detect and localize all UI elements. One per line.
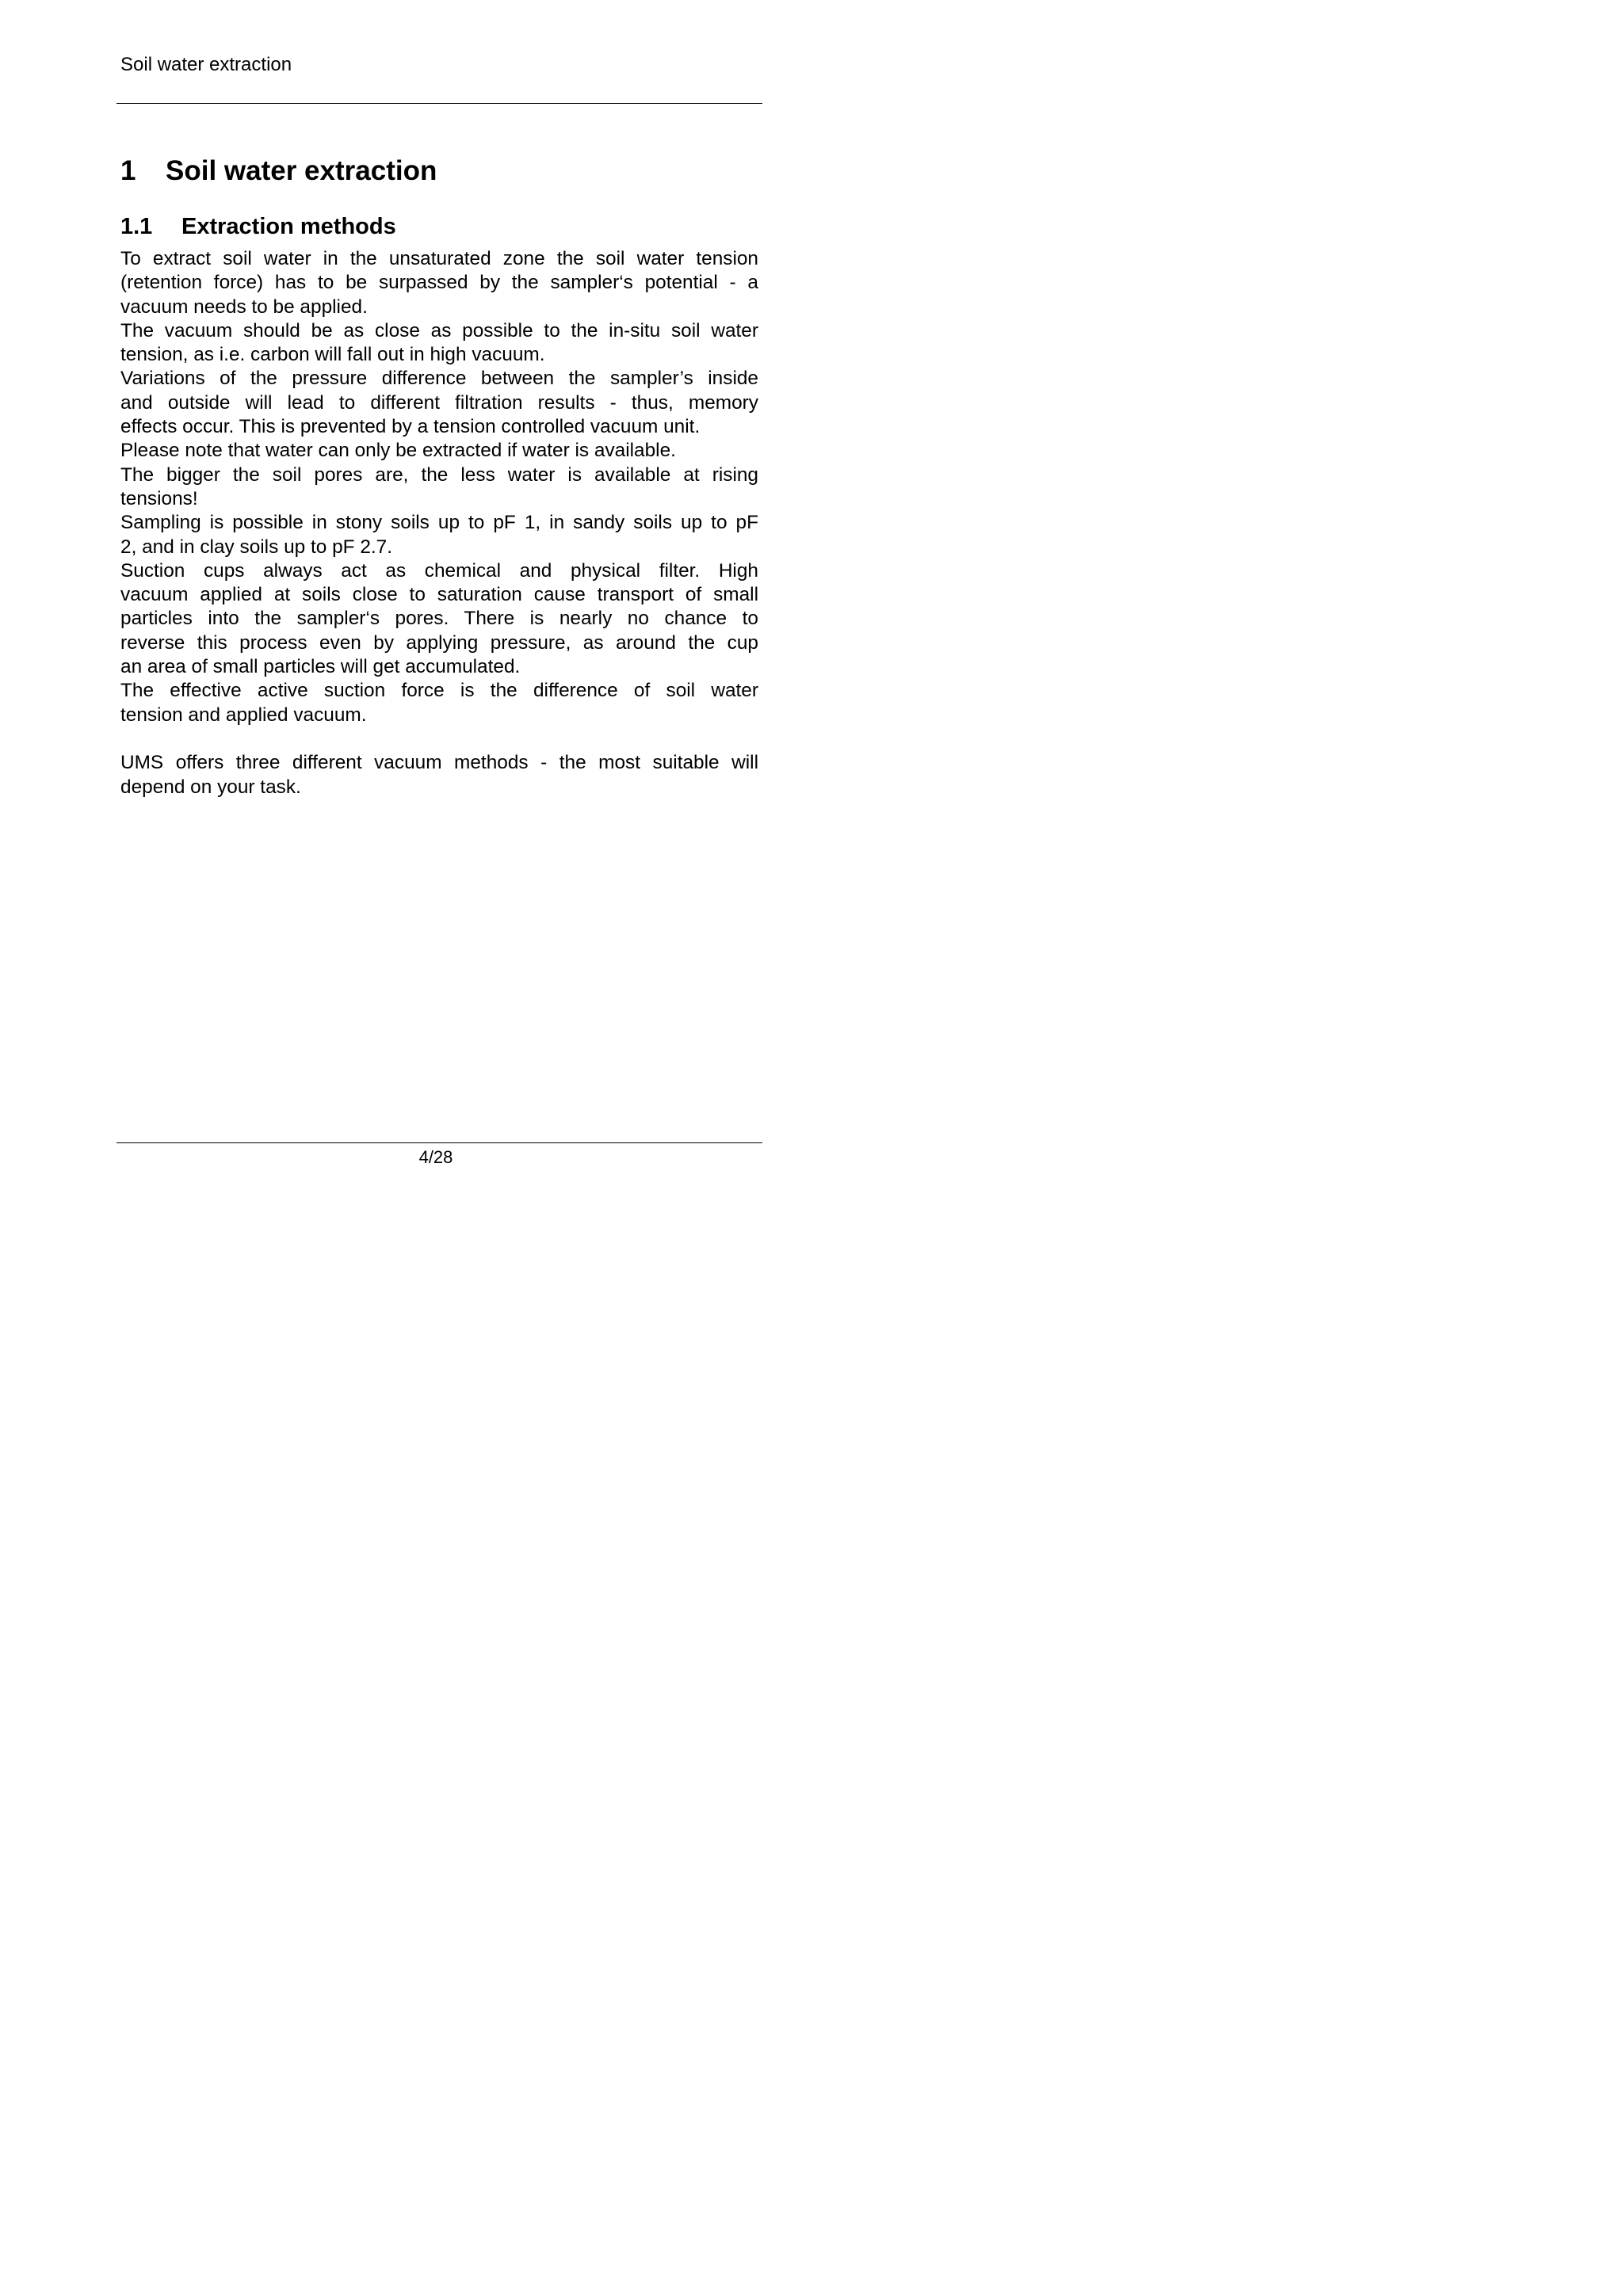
running-header: Soil water extraction: [120, 54, 292, 75]
text-line: tension, as i.e. carbon will fall out in high vacuum.: [120, 344, 545, 366]
section-heading: [120, 152, 437, 190]
header-divider: [116, 103, 762, 104]
text-line: tensions!: [120, 487, 198, 509]
text-line: Please note that water can only be extracted if water is available.: [120, 440, 676, 462]
text-line: vacuum needs to be applied.: [120, 296, 368, 318]
text-line: vacuum applied at soils close to saturation cause transport of small: [120, 584, 758, 606]
footer-divider: [116, 1142, 762, 1143]
text-line: The bigger the soil pores are, the less water is available at rising: [120, 463, 758, 486]
text-line: reverse this process even by applying pressure, as around the cup: [120, 631, 758, 654]
text-line: 2, and in clay soils up to pF 2.7.: [120, 536, 393, 558]
body-text: [120, 247, 758, 799]
subsection-number: 1.1: [120, 214, 153, 239]
text-line: depend on your task.: [120, 776, 301, 798]
subsection-heading: [120, 211, 396, 242]
text-line: Variations of the pressure difference between the sampler’s inside: [120, 368, 758, 390]
page-number: 4/28: [418, 1147, 453, 1167]
text-line: Sampling is possible in stony soils up to pF 1, in sandy soils up to pF: [120, 512, 758, 534]
subsection-title: Extraction methods: [181, 214, 396, 239]
section-title: Soil water extraction: [166, 155, 437, 186]
text-line: Suction cups always act as chemical and physical filter. High: [120, 559, 758, 582]
text-line: The vacuum should be as close as possible to the in-situ soil water: [120, 319, 758, 341]
text-line: To extract soil water in the unsaturated zone the soil water tension: [120, 248, 758, 269]
section-number: 1: [120, 155, 136, 186]
text-line: and outside will lead to different filtration results - thus, memory: [120, 391, 758, 414]
blank-line: [120, 727, 758, 751]
text-line: effects occur. This is prevented by a tension controlled vacuum unit.: [120, 416, 701, 438]
text-line: particles into the sampler‘s pores. There is nearly no chance to: [120, 608, 758, 630]
text-line: The effective active suction force is the difference of soil water: [120, 680, 758, 702]
text-line: tension and applied vacuum.: [120, 704, 367, 726]
text-line: UMS offers three different vacuum methods - the most suitable will: [120, 752, 758, 774]
text-line: an area of small particles will get accumulated.: [120, 656, 521, 678]
text-line: (retention force) has to be surpassed by the sampler‘s potential - a: [120, 272, 758, 294]
